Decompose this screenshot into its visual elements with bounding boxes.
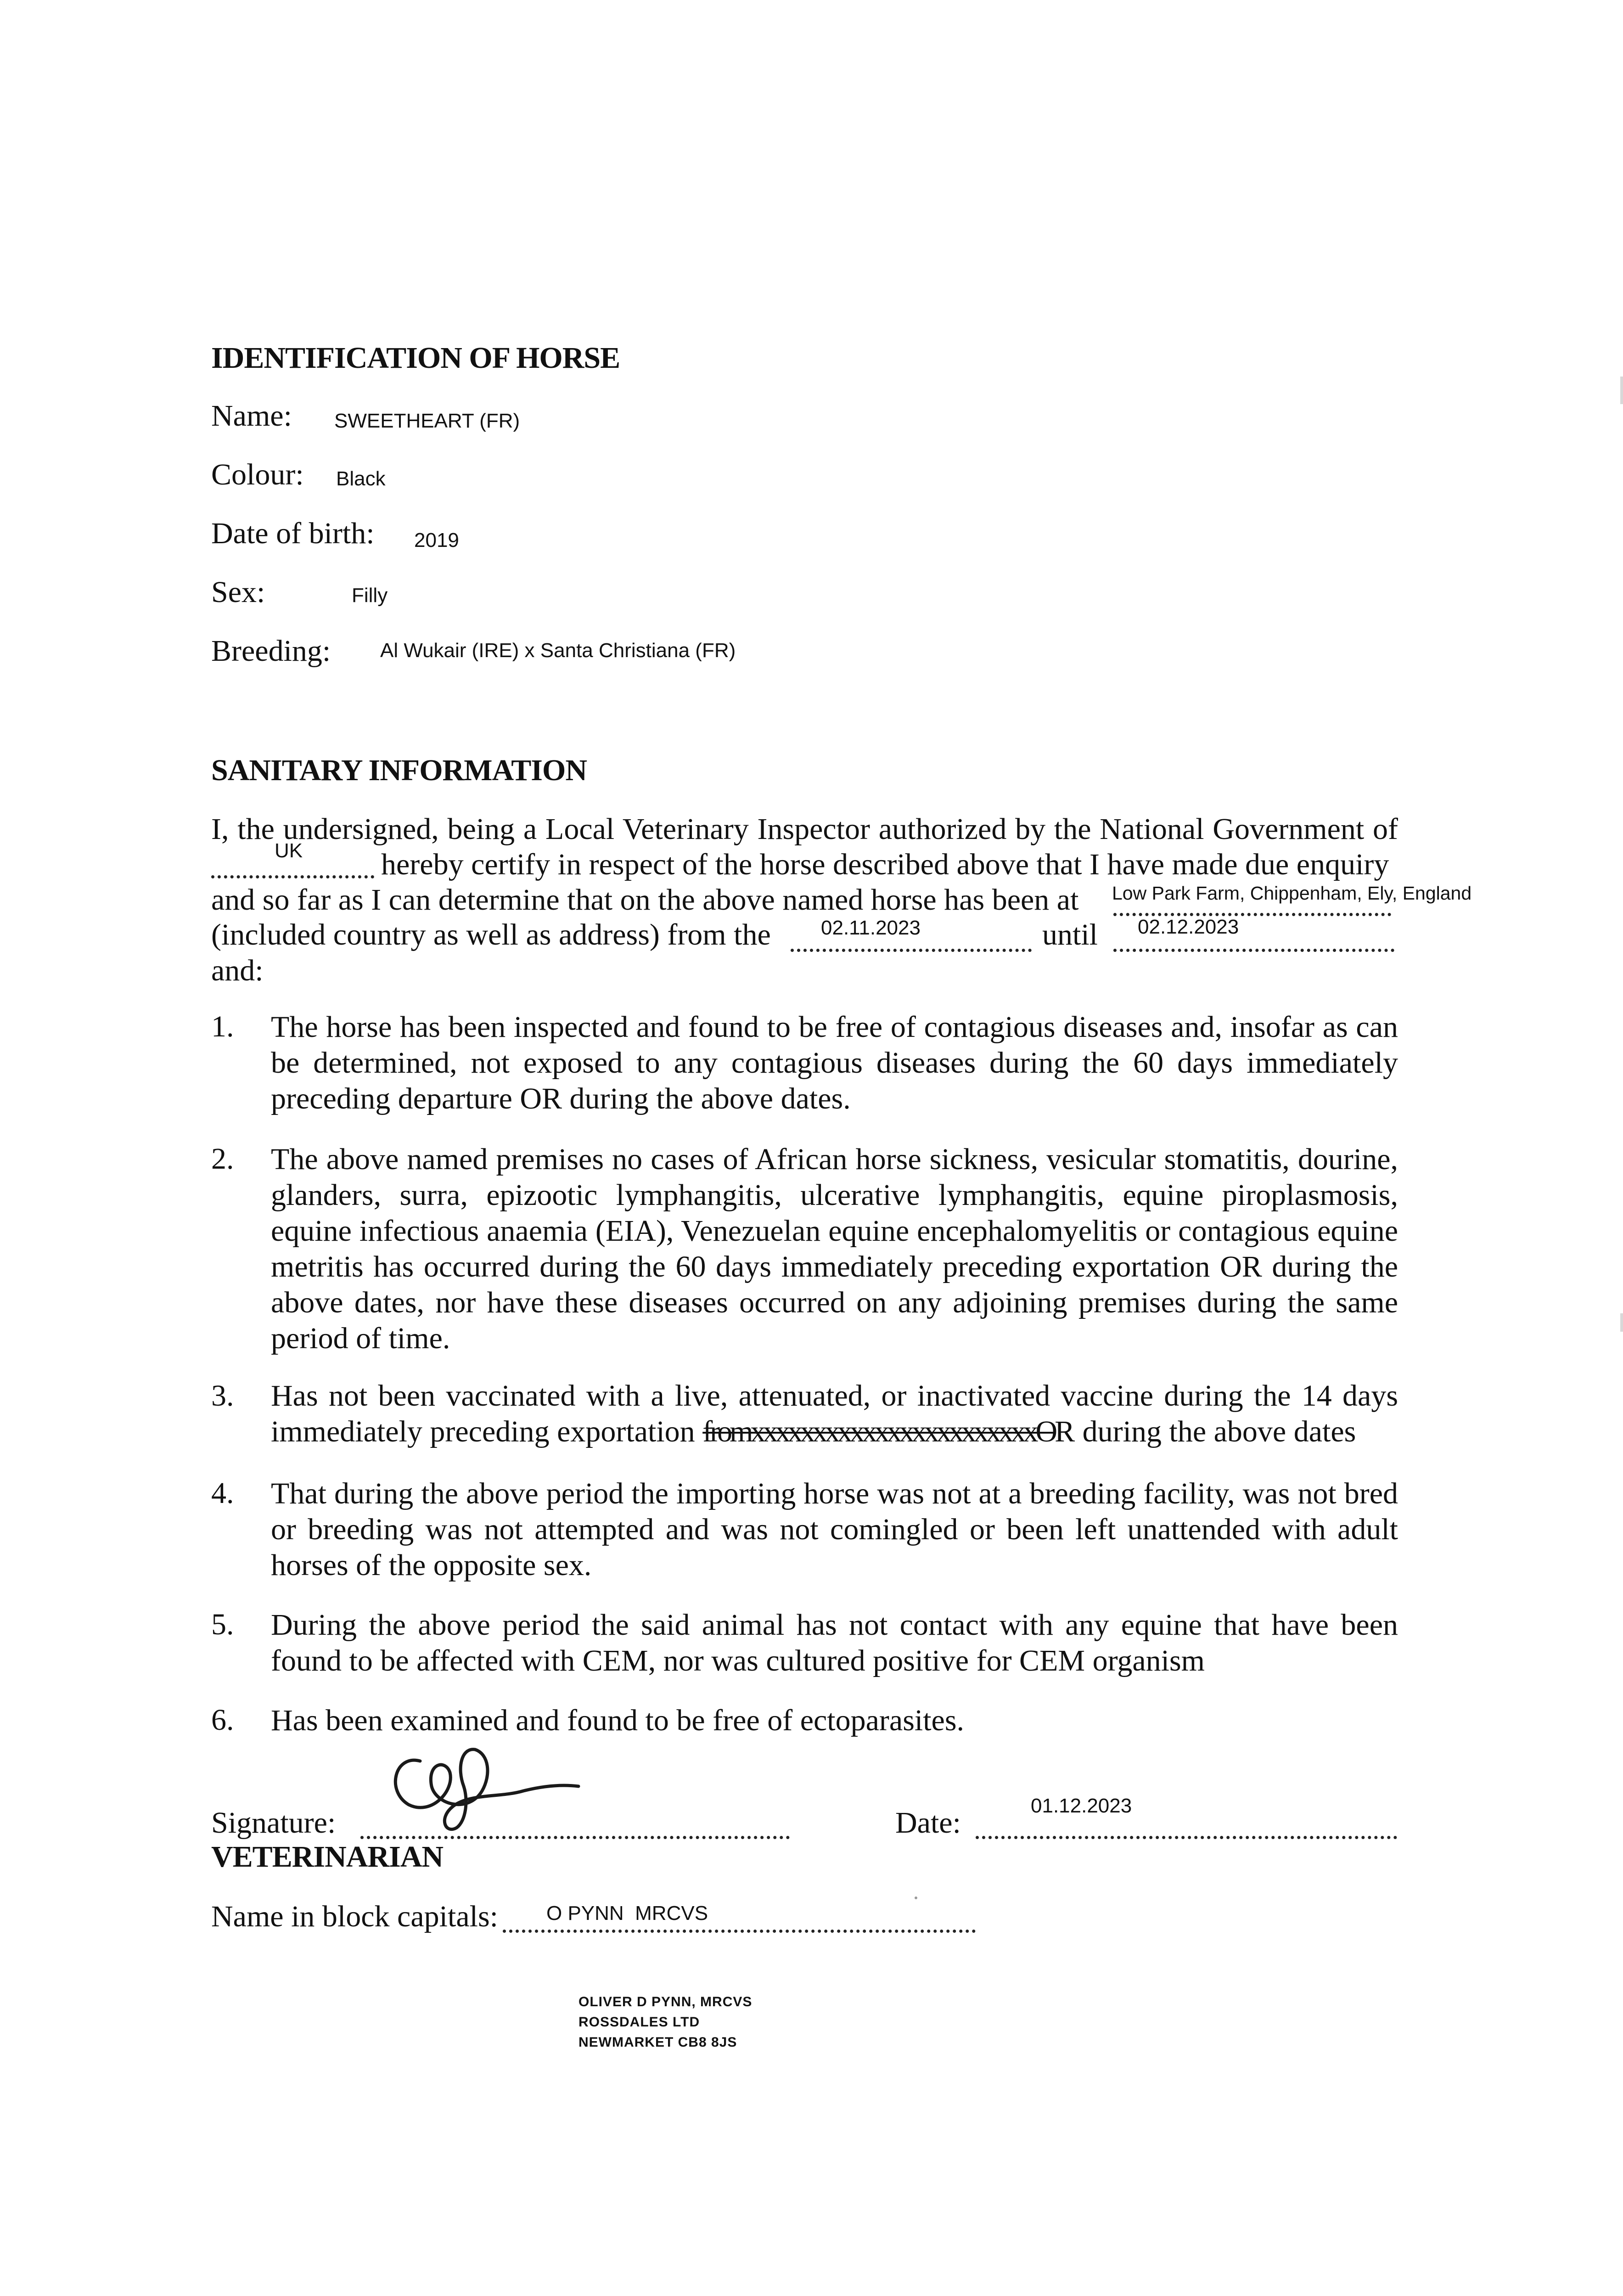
from-dotted-line [791, 949, 1032, 952]
breeding-value: Al Wukair (IRE) x Santa Christiana (FR) [380, 639, 736, 662]
sex-label: Sex: [211, 575, 265, 609]
intro-and: and: [211, 954, 264, 987]
sanitary-heading: SANITARY INFORMATION [211, 754, 587, 787]
identification-heading: IDENTIFICATION OF HORSE [211, 341, 620, 375]
intro-line-3: and so far as I can determine that on the above named horse has been at [211, 883, 1079, 917]
item-text: During the above period the said animal has not contact with any equine that have been found to be affected with CEM, nor was cultured positive for CEM organism [271, 1608, 1398, 1677]
item-number: 6. [211, 1703, 234, 1737]
scan-edge-mark [1620, 1313, 1623, 1332]
item-text: The horse has been inspected and found to be free of contagious diseases and, insofar as can be determined, not exposed to any contagious diseases during the 60 days immediately preceding departure OR during the above dates. [271, 1010, 1398, 1115]
breeding-label: Breeding: [211, 634, 331, 668]
until-label: until [1042, 918, 1098, 951]
item-text: Has been examined and found to be free of ectoparasites. [271, 1704, 965, 1737]
item-number: 4. [211, 1476, 234, 1510]
item-text-line-1: Has not been vaccinated with a live, attenuated, or inactivated vaccine during the 14 days [271, 1379, 1398, 1412]
sex-value: Filly [352, 584, 388, 607]
country-dotted-line [211, 875, 374, 878]
stamp-line: NEWMARKET CB8 8JS [578, 2035, 737, 2050]
until-dotted-line [1113, 949, 1394, 952]
item-number: 5. [211, 1608, 234, 1641]
dob-value: 2019 [414, 529, 459, 551]
colour-label: Colour: [211, 458, 304, 491]
item-text: That during the above period the importing horse was not at a breeding facility, was not bred or breeding was not attempted and was not comingled or been left unattended with adult horses of the opposite sex. [271, 1477, 1398, 1582]
dob-label: Date of birth: [211, 517, 375, 550]
vet-stamp [578, 1992, 752, 2053]
stamp-line: OLIVER D PYNN, MRCVS [578, 1994, 753, 2009]
item-number: 2. [211, 1142, 234, 1176]
signature-scribble [376, 1736, 588, 1846]
name-value: SWEETHEART (FR) [334, 410, 520, 432]
item-number: 3. [211, 1379, 234, 1412]
scan-edge-mark [1620, 377, 1623, 404]
date-label: Date: [895, 1806, 961, 1840]
item-text-line-2 [271, 1414, 1356, 1449]
scan-speck [915, 1896, 917, 1899]
intro-line-4: (included country as well as address) from the [211, 918, 771, 951]
name-label: Name: [211, 399, 292, 433]
address-value: Low Park Farm, Chippenham, Ely, England [1112, 883, 1472, 904]
struck-text: fromxxxxxxxxxxxxxxxxxxxxxxxO [702, 1415, 1055, 1448]
date-dotted-line [976, 1836, 1397, 1839]
signature-dotted-line [360, 1836, 790, 1839]
item-text-part: immediately preceding exportation [271, 1415, 695, 1448]
date-value: 01.12.2023 [1031, 1795, 1132, 1817]
colour-value: Black [336, 467, 386, 490]
item-number: 1. [211, 1010, 234, 1043]
stamp-line: ROSSDALES LTD [578, 2015, 700, 2030]
block-capitals-label: Name in block capitals: [211, 1900, 498, 1933]
intro-line-1: I, the undersigned, being a Local Veterinary Inspector authorized by the National Government of [211, 812, 1398, 846]
intro-line-2: hereby certify in respect of the horse described above that I have made due enquiry [381, 848, 1389, 881]
from-date: 02.11.2023 [821, 917, 921, 939]
veterinarian-label: VETERINARIAN [211, 1840, 444, 1874]
country-value: UK [275, 839, 303, 862]
block-capitals-value: O PYNN MRCVS [546, 1902, 708, 1925]
item-text: The above named premises no cases of African horse sickness, vesicular stomatitis, dourine, glanders, surra, epizootic lymphangitis, ulcerative lymphangitis, equine piroplasmosis, equine infectious anaemia (EIA), Venezuelan equine encephalomyelitis or contagious equine metritis has occurred during the 60 days immediately preceding exportation OR during the above dates, nor have these diseases occurred on any adjoining premises during the same period of time. [271, 1142, 1398, 1355]
item-text-part: R during the above dates [1055, 1415, 1356, 1448]
until-date: 02.12.2023 [1138, 916, 1239, 938]
block-capitals-dotted-line [503, 1930, 976, 1933]
signature-label: Signature: [211, 1806, 336, 1840]
